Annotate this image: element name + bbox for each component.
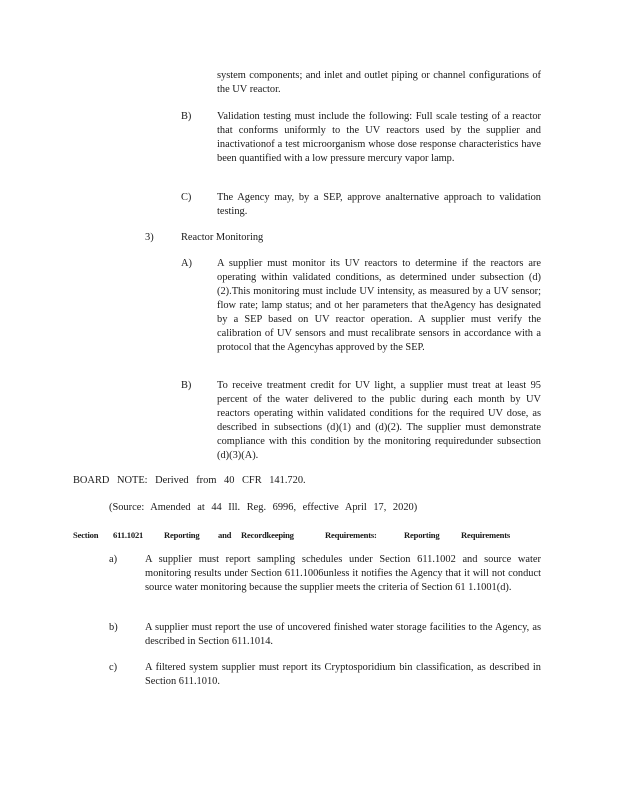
treatment-credit-paragraph: To receive treatment credit for UV light, a supplier must treat at least 95 percent of the water delivered to the public during each month by UV reactors operating within validated conditions for the required UV dose, as described in subsections (d)(1) and (d)(2). The supplier must demonstrate compliance with this condition by the monitoring requiredunder subsection (d)(3)(A). [217,380,541,461]
monitoring-paragraph: A supplier must monitor its UV reactors to determine if the reactors are operating within validated conditions, as determined under subsection (d)(2).This monitoring must include UV intensity, as measured by a UV sensor; flow rate; lamp status; and ot her parameters that theAgency has designated by a SEP based on UV reactor operation. A supplier must verify the calibration of UV sensors and must recalibrate sensors in accordance with a protocol that the Agencyhas approved by the SEP. [217,258,541,353]
heading-word: Reporting [164,530,200,540]
source-note: (Source: Amended at 44 Ill. Reg. 6996, effective April 17, 2020) [109,502,418,513]
validation-testing-paragraph: Validation testing must include the following: Full scale testing of a reactor that conforms uniformly to the UV reactors used by the supplier and inactivationof a test microorganism whose dose response characteristics have been quantified with a low pressure mercury vapor lamp. [217,111,541,164]
item-label-C: C) [181,192,192,203]
heading-word: Requirements [461,530,510,540]
heading-word: Requirements: [325,530,377,540]
item-label-3: 3) [145,232,154,243]
board-note: BOARD NOTE: Derived from 40 CFR 141.720. [73,475,306,486]
item-label-b: b) [109,622,118,633]
item-label-A: A) [181,258,192,269]
bin-classification-paragraph: A filtered system supplier must report its Cryptosporidium bin classification, as described in Section 611.1010. [145,662,541,687]
heading-word: Section [73,530,99,540]
storage-facilities-paragraph: A supplier must report the use of uncovered finished water storage facilities to the Agency, as described in Section 611.1014. [145,622,541,647]
item-label-c: c) [109,662,118,673]
heading-word: Recordkeeping [241,530,294,540]
item-label-B: B) [181,111,192,122]
heading-word: and [218,530,232,540]
item-label-a: a) [109,554,118,565]
sampling-schedules-paragraph: A supplier must report sampling schedules under Section 611.1002 and source water monitoring results under Section 611.1006unless it notifies the Agency that it will not conduct source water monitoring because the supplier meets the criteria of Section 61 1.1001(d). [145,554,541,593]
alternative-approach-paragraph: The Agency may, by a SEP, approve analternative approach to validation testing. [217,192,541,217]
item-label-B2: B) [181,380,192,391]
continuation-paragraph: system components; and inlet and outlet piping or channel configurations of the UV reactor. [217,70,541,95]
section-heading [0,528,618,542]
heading-word: Reporting [404,530,440,540]
reactor-monitoring-title: Reactor Monitoring [181,232,264,243]
heading-section-number: 611.1021 [113,530,144,540]
